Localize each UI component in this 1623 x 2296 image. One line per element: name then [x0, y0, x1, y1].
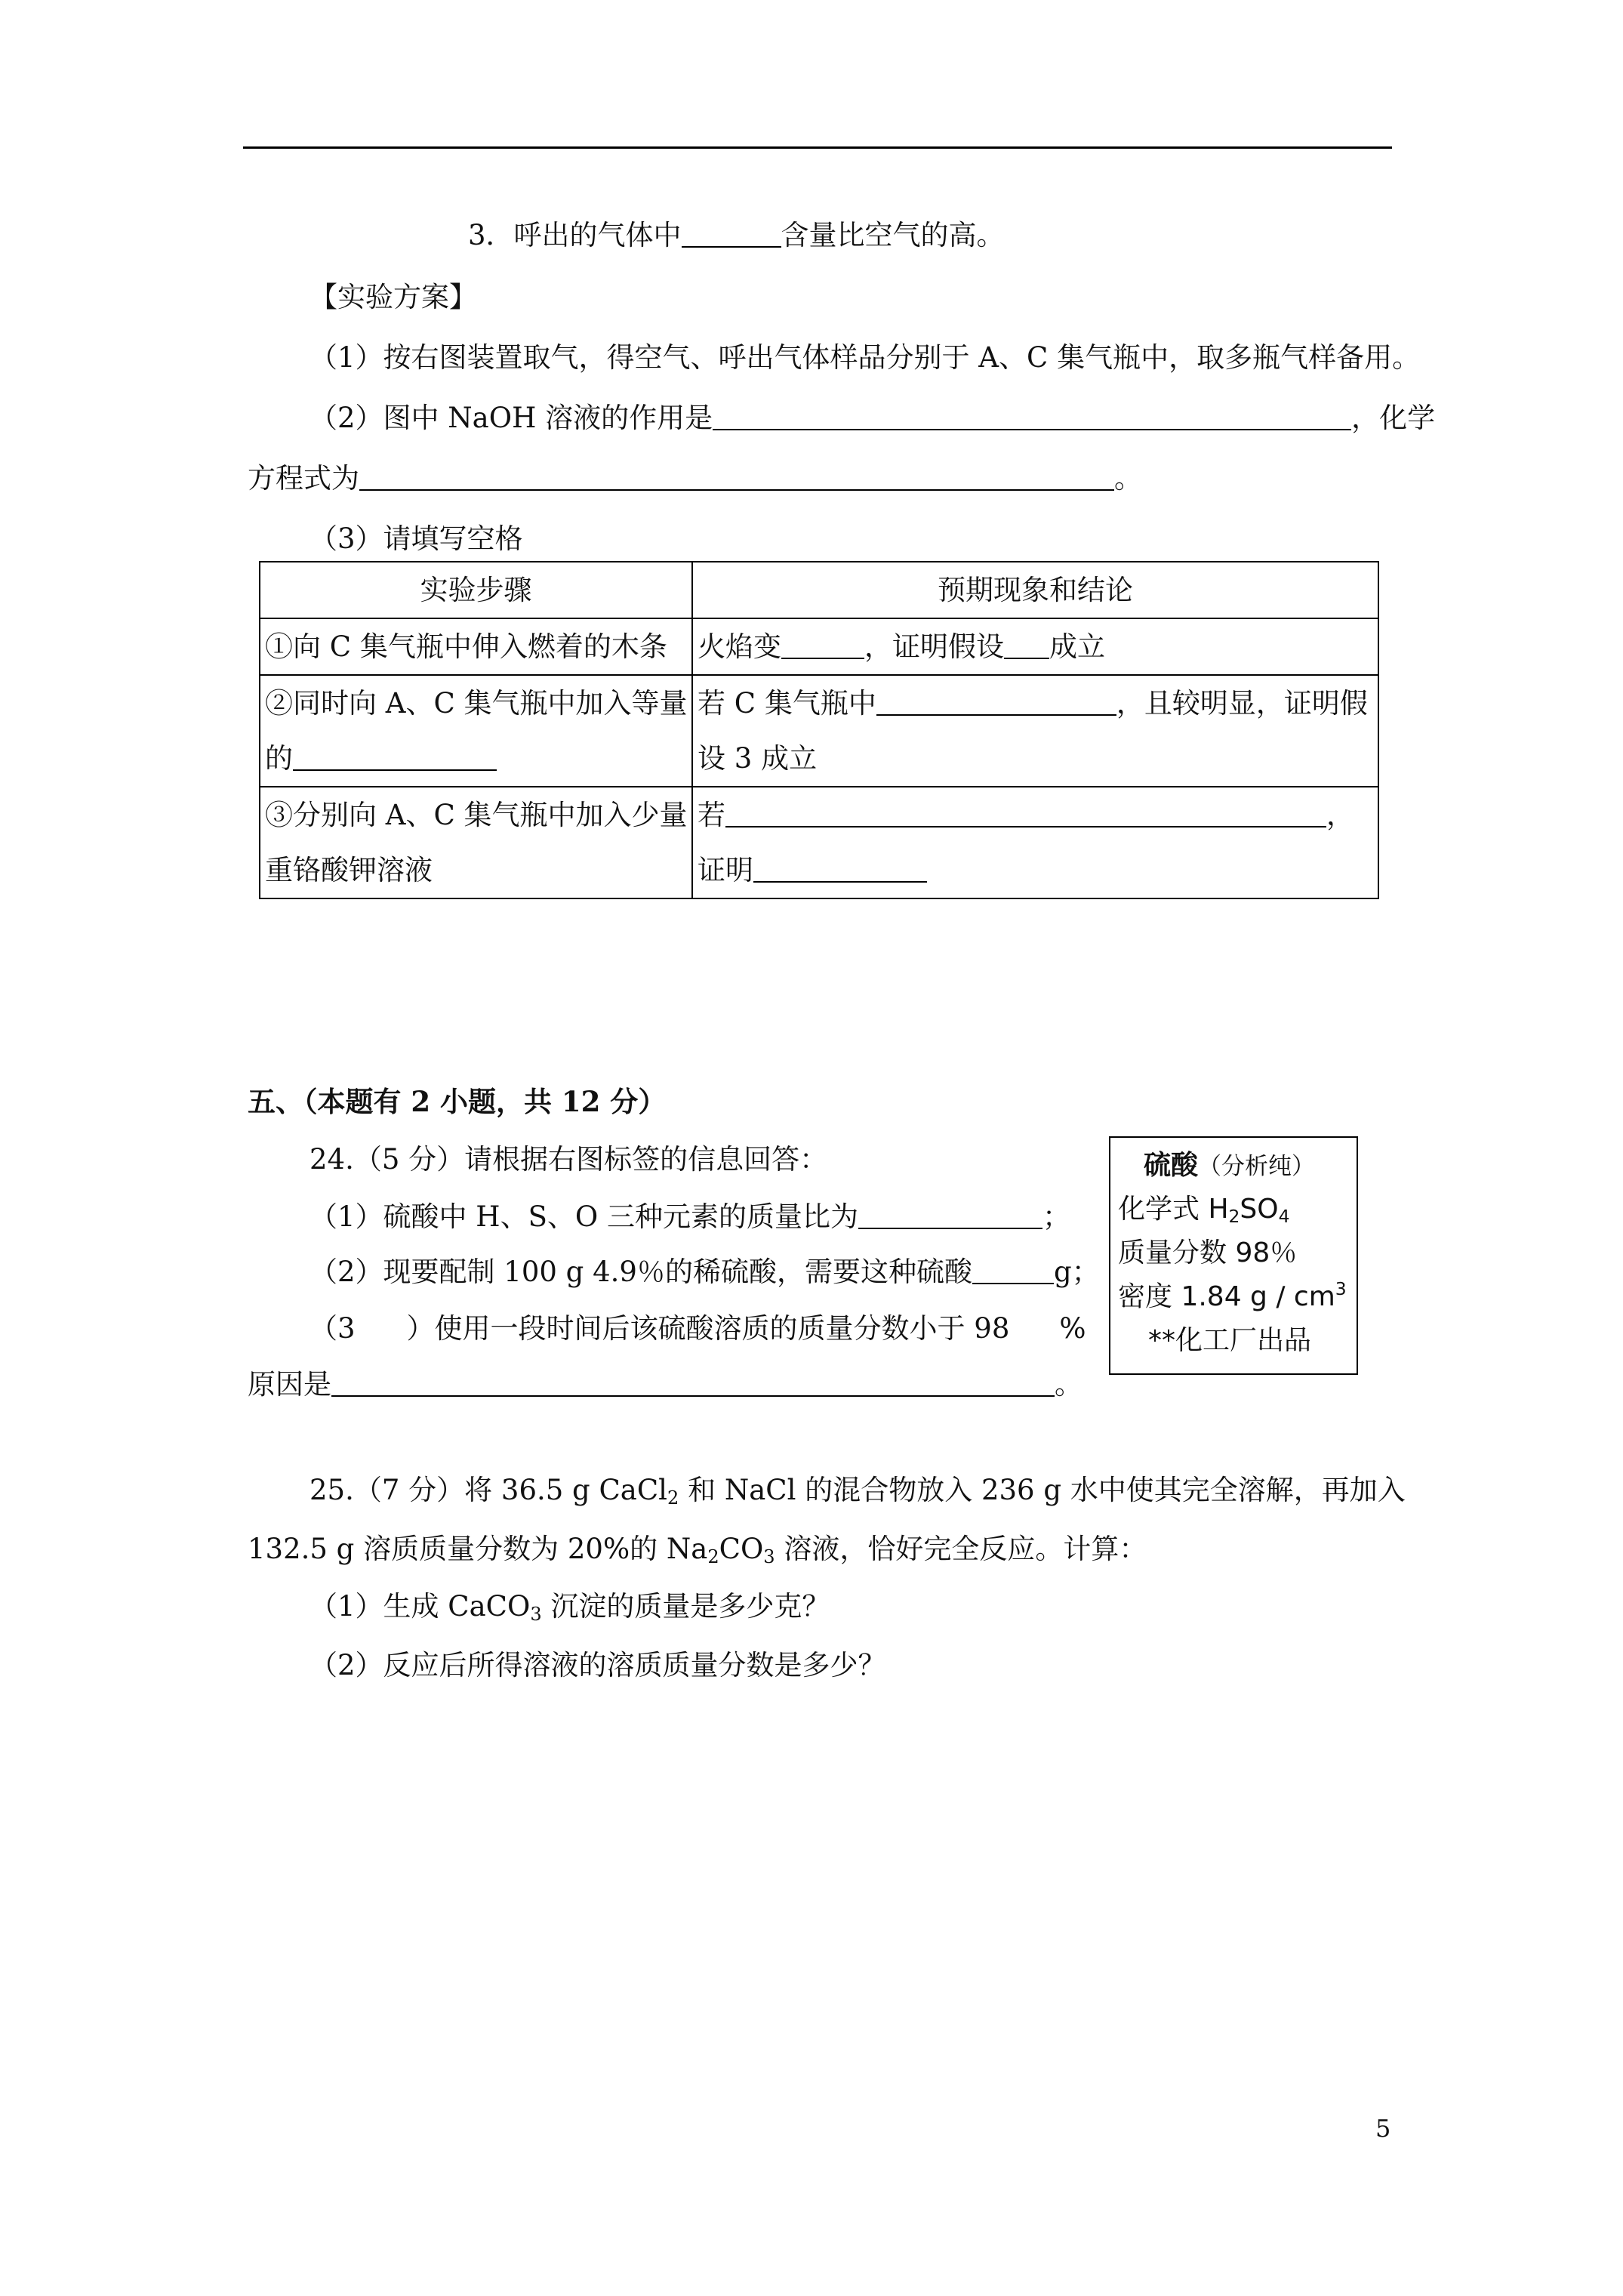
answer-blank[interactable]: [359, 463, 1114, 491]
table-row: [260, 675, 1378, 787]
label-mass-fraction: 质量分数 98％: [1118, 1237, 1298, 1268]
label-maker: **化工厂出品: [1148, 1325, 1312, 1356]
question-24-1: （1）硫酸中 H、S、O 三种元素的质量比为 ；: [310, 1200, 1071, 1233]
section-heading: 五、（本题有 2 小题，共 12 分）: [248, 1085, 667, 1118]
question-24: 24.（5 分）请根据右图标签的信息回答：: [310, 1143, 828, 1176]
label-density: 密度 1.84 g / $cm^3$: [1118, 1277, 1347, 1312]
answer-blank[interactable]: [876, 688, 1116, 716]
answer-blank[interactable]: [713, 402, 1351, 430]
table-row: [260, 787, 1378, 898]
table-cell: ②同时向 A、C 集气瓶中加入等量 的: [260, 675, 692, 787]
experiment-table: [259, 561, 1379, 899]
table-row: [260, 618, 1378, 675]
table-cell: ③分别向 A、C 集气瓶中加入少量 重铬酸钾溶液: [260, 787, 692, 898]
page-number: 5: [1375, 2114, 1391, 2143]
answer-blank[interactable]: [781, 631, 864, 659]
sulfuric-acid-label: [1109, 1136, 1358, 1375]
answer-blank[interactable]: [725, 800, 1326, 827]
answer-blank[interactable]: [331, 1369, 1055, 1397]
answer-blank[interactable]: [293, 743, 497, 771]
header-rule: [243, 146, 1392, 149]
plan-step-3: （3）请填写空格: [310, 522, 523, 555]
table-header: 预期现象和结论: [692, 562, 1378, 618]
question-24-3-line2: 原因是 。: [248, 1368, 1083, 1401]
table-cell: 若 ， 证明: [692, 787, 1378, 898]
table-cell: 火焰变 ，证明假设 成立: [692, 618, 1378, 675]
question-24-2: （2）现要配制 100 g 4.9％的稀硫酸，需要这种硫酸 g；: [310, 1256, 1100, 1288]
question-25-2: （2）反应后所得溶液的溶质质量分数是多少？: [310, 1649, 886, 1681]
plan-step-2: （2）图中 NaOH 溶液的作用是 ，化学: [310, 402, 1436, 434]
plan-step-2-line2: 方程式为 。: [248, 462, 1142, 495]
hypothesis-3: 3．呼出的气体中 含量比空气的高。: [468, 219, 1005, 251]
plan-heading: 【实验方案】: [310, 281, 477, 313]
answer-blank[interactable]: [682, 220, 781, 248]
plan-step-1: （1）按右图装置取气，得空气、呼出气体样品分别于 A、C 集气瓶中，取多瓶气样备用。: [310, 341, 1421, 374]
question-25-line2: 132.5 g 溶质质量分数为 20%的 $Na_2CO_3$ 溶液，恰好完全反应。计算：: [248, 1533, 1147, 1567]
table-cell: ①向 C 集气瓶中伸入燃着的木条: [260, 618, 692, 675]
question-25: 25.（7 分）将 36.5 g CaCl$_2$ 和 NaCl 的混合物放入 236 g 水中使其完全溶解，再加入: [310, 1474, 1406, 1509]
answer-blank[interactable]: [972, 1256, 1054, 1284]
table-header-row: [260, 562, 1378, 618]
question-24-3: （3 ）使用一段时间后该硫酸溶质的质量分数小于 98 %: [310, 1312, 1086, 1345]
answer-blank[interactable]: [1004, 631, 1049, 659]
table-header: 实验步骤: [260, 562, 692, 618]
label-formula: 化学式 $H_2SO_4$: [1118, 1194, 1290, 1227]
question-25-1: （1）生成 CaCO$_3$ 沉淀的质量是多少克？: [310, 1590, 830, 1625]
table-cell: 若 C 集气瓶中 ，且较明显，证明假 设 3 成立: [692, 675, 1378, 787]
answer-blank[interactable]: [858, 1201, 1042, 1229]
answer-blank[interactable]: [753, 855, 927, 883]
label-title: 硫酸（分析纯）: [1144, 1150, 1316, 1181]
